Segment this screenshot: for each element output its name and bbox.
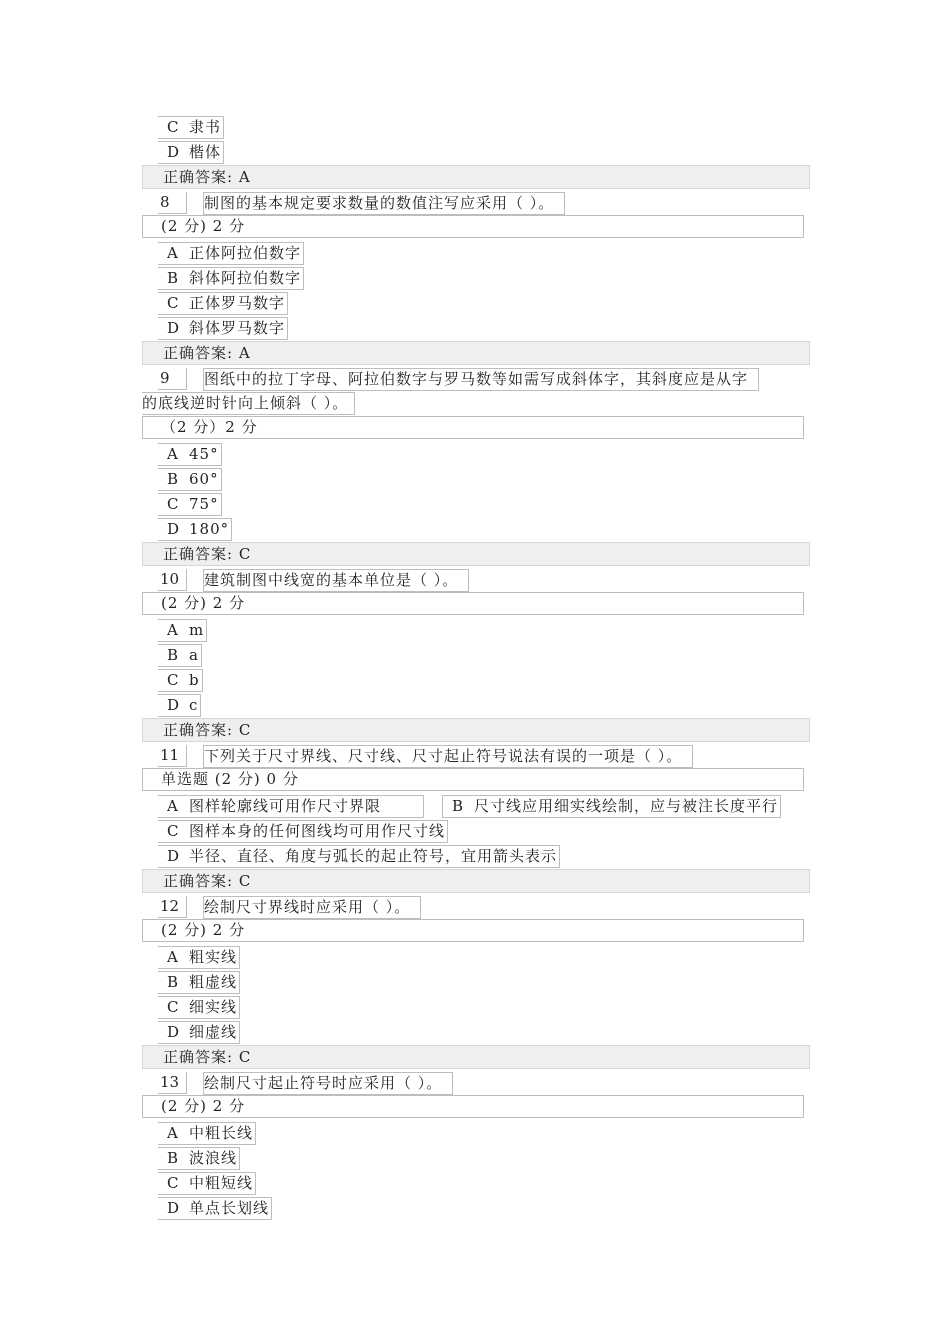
question-score: (2 分) 2 分 [142, 919, 804, 942]
score-row [142, 592, 810, 617]
option-letter: B [167, 972, 179, 991]
score-row [142, 416, 810, 441]
option-text: c [189, 695, 199, 714]
option-row [142, 642, 810, 667]
option-text: 尺寸线应用细实线绘制，应与被注长度平行 [474, 796, 779, 815]
option-choice[interactable] [158, 820, 448, 843]
question-number: 9 [158, 368, 187, 390]
option-letter: D [167, 1022, 180, 1041]
question-score: （2 分）2 分 [142, 416, 804, 439]
question-number: 10 [158, 569, 187, 591]
option-letter: D [167, 846, 180, 865]
option-row [142, 617, 810, 642]
option-choice[interactable] [158, 845, 560, 868]
question-score: (2 分) 2 分 [142, 215, 804, 238]
option-row [142, 441, 810, 466]
option-choice[interactable] [158, 317, 288, 340]
option-row [142, 516, 810, 541]
option-letter: A [167, 243, 178, 262]
option-row [142, 1019, 810, 1044]
option-text: a [189, 645, 199, 664]
option-choice[interactable] [158, 141, 224, 164]
option-choice[interactable] [158, 116, 224, 139]
option-row [142, 240, 810, 265]
option-row [142, 944, 810, 969]
option-text: 中粗长线 [189, 1123, 254, 1142]
correct-answer: 正确答案: C [142, 542, 810, 566]
option-row [142, 290, 810, 315]
question-number: 11 [158, 745, 187, 767]
option-text: 楷体 [189, 142, 222, 161]
question-text: 绘制尺寸起止符号时应采用（ ）。 [203, 1072, 453, 1095]
option-choice[interactable] [158, 493, 222, 516]
option-text: b [189, 670, 200, 689]
option-letter: A [167, 796, 178, 815]
question-number: 13 [158, 1072, 187, 1094]
score-row [142, 1095, 810, 1120]
option-letter: A [167, 1123, 178, 1142]
option-letter: D [167, 1198, 180, 1217]
option-row [142, 315, 810, 340]
option-text: 斜体阿拉伯数字 [189, 268, 302, 287]
option-text: 细实线 [189, 997, 238, 1016]
question-text-continued: 的底线逆时针向上倾斜（ ）。 [142, 392, 355, 415]
question-text: 图纸中的拉丁字母、阿拉伯数字与罗马数等如需写成斜体字，其斜度应是从字 [203, 368, 759, 391]
option-text: m [189, 620, 205, 639]
option-letter: D [167, 142, 180, 161]
option-row [142, 114, 810, 139]
option-text: 单点长划线 [189, 1198, 270, 1217]
option-text: 隶书 [189, 117, 222, 136]
option-letter: B [452, 796, 464, 815]
option-row [142, 793, 810, 818]
option-letter: B [167, 469, 179, 488]
option-choice[interactable] [158, 468, 222, 491]
option-choice[interactable] [158, 996, 240, 1019]
option-choice[interactable] [158, 1197, 272, 1220]
option-letter: C [167, 821, 179, 840]
option-choice[interactable] [158, 619, 207, 642]
option-letter: A [167, 620, 178, 639]
correct-answer: 正确答案: C [142, 718, 810, 742]
question-text: 下列关于尺寸界线、尺寸线、尺寸起止符号说法有误的一项是（ ）。 [203, 745, 693, 768]
option-letter: A [167, 444, 178, 463]
option-choice[interactable] [158, 292, 288, 315]
exam-document [142, 114, 810, 1220]
option-letter: C [167, 670, 179, 689]
option-letter: D [167, 519, 180, 538]
option-text: 波浪线 [189, 1148, 238, 1167]
option-choice[interactable] [442, 795, 781, 818]
question-row [142, 743, 810, 768]
option-choice[interactable] [158, 644, 202, 667]
option-choice[interactable] [158, 946, 240, 969]
option-row [142, 969, 810, 994]
option-letter: C [167, 117, 179, 136]
option-text: 图样本身的任何图线均可用作尺寸线 [189, 821, 446, 840]
option-choice[interactable] [158, 795, 424, 818]
option-row [142, 491, 810, 516]
option-text: 180° [189, 519, 230, 538]
correct-answer: 正确答案: C [142, 1045, 810, 1069]
option-row [142, 692, 810, 717]
option-letter: D [167, 695, 180, 714]
option-letter: B [167, 1148, 179, 1167]
option-letter: B [167, 645, 179, 664]
question-score: (2 分) 2 分 [142, 1095, 804, 1118]
option-letter: B [167, 268, 179, 287]
option-row [142, 843, 810, 868]
score-row [142, 919, 810, 944]
question-row [142, 894, 810, 919]
option-text: 正体罗马数字 [189, 293, 286, 312]
option-row [142, 818, 810, 843]
option-row [142, 994, 810, 1019]
question-row-continued [142, 391, 810, 416]
option-text: 正体阿拉伯数字 [189, 243, 302, 262]
option-text: 斜体罗马数字 [189, 318, 286, 337]
question-score: (2 分) 2 分 [142, 592, 804, 615]
option-text: 粗虚线 [189, 972, 238, 991]
option-choice[interactable] [158, 1021, 240, 1044]
question-row [142, 567, 810, 592]
option-text: 60° [189, 469, 219, 488]
option-choice[interactable] [158, 518, 232, 541]
option-choice[interactable] [158, 971, 240, 994]
correct-answer: 正确答案: C [142, 869, 810, 893]
option-choice[interactable] [158, 1172, 256, 1195]
score-row [142, 215, 810, 240]
option-row [142, 1145, 810, 1170]
question-number: 8 [158, 192, 187, 214]
option-row [142, 466, 810, 491]
option-text: 中粗短线 [189, 1173, 254, 1192]
option-row [142, 139, 810, 164]
option-letter: A [167, 947, 178, 966]
option-text: 图样轮廓线可用作尺寸界限 [189, 796, 382, 815]
option-text: 粗实线 [189, 947, 238, 966]
question-row [142, 190, 810, 215]
option-row [142, 265, 810, 290]
option-choice[interactable] [158, 669, 203, 692]
question-text: 制图的基本规定要求数量的数值注写应采用（ ）。 [203, 192, 565, 215]
option-letter: C [167, 494, 179, 513]
question-number: 12 [158, 896, 187, 918]
question-text: 绘制尺寸界线时应采用（ ）。 [203, 896, 421, 919]
option-text: 45° [189, 444, 219, 463]
option-row [142, 1120, 810, 1145]
option-choice[interactable] [158, 242, 304, 265]
question-row [142, 366, 810, 391]
option-choice[interactable] [158, 694, 201, 717]
option-text: 半径、直径、角度与弧长的起止符号，宜用箭头表示 [189, 846, 558, 865]
correct-answer: 正确答案: A [142, 165, 810, 189]
option-text: 75° [189, 494, 219, 513]
correct-answer: 正确答案: A [142, 341, 810, 365]
score-row [142, 768, 810, 793]
option-letter: C [167, 293, 179, 312]
question-score: 单选题 (2 分) 0 分 [142, 768, 804, 791]
option-letter: D [167, 318, 180, 337]
question-text: 建筑制图中线宽的基本单位是（ ）。 [203, 569, 469, 592]
option-row [142, 1195, 810, 1220]
option-letter: C [167, 1173, 179, 1192]
option-choice[interactable] [158, 267, 304, 290]
option-row [142, 667, 810, 692]
option-letter: C [167, 997, 179, 1016]
option-choice[interactable] [158, 1147, 240, 1170]
option-choice[interactable] [158, 443, 222, 466]
question-row [142, 1070, 810, 1095]
option-choice[interactable] [158, 1122, 256, 1145]
option-row [142, 1170, 810, 1195]
option-text: 细虚线 [189, 1022, 238, 1041]
